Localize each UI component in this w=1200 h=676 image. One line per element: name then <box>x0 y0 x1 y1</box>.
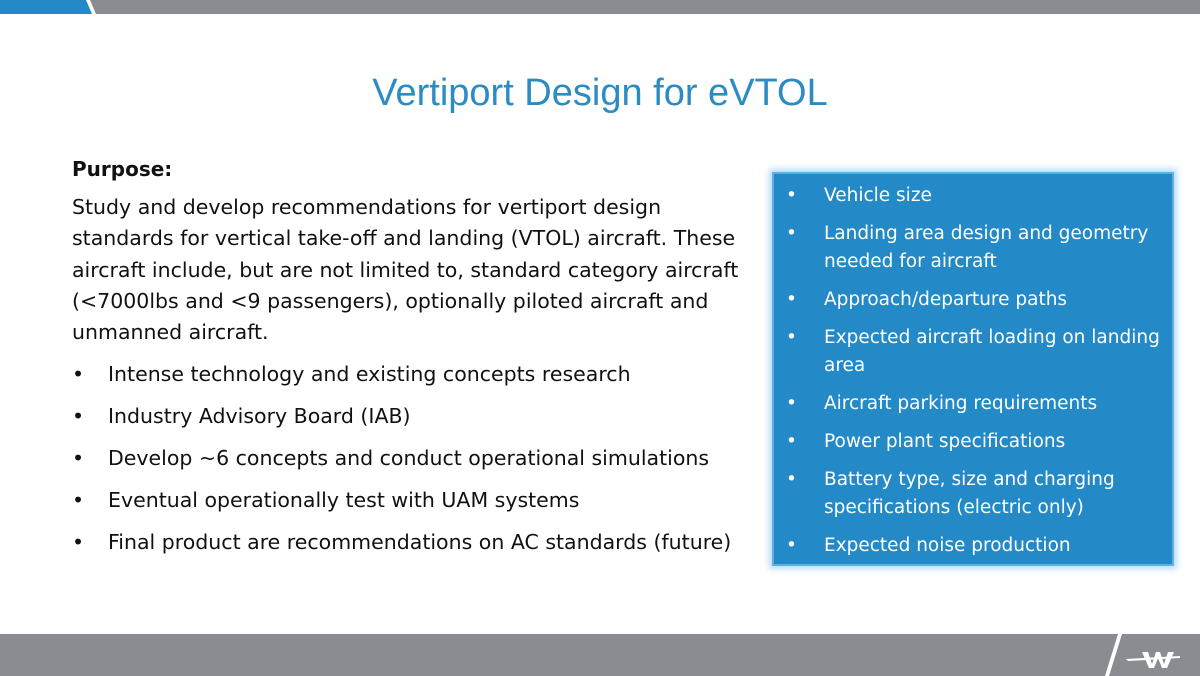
top-accent-bar <box>0 0 1200 14</box>
list-item: • Vehicle size <box>784 182 1162 210</box>
list-item: • Battery type, size and charging specifications (electric only) <box>784 466 1162 522</box>
activity-list <box>72 360 752 556</box>
list-item: • Expected noise production <box>784 532 1162 560</box>
bullet-icon: • <box>786 327 797 348</box>
topics-box <box>772 172 1174 566</box>
list-item: • Final product are recommendations on AC standards (future) <box>72 530 732 555</box>
bullet-icon: • <box>72 404 85 429</box>
list-item: • Aircraft parking requirements <box>784 390 1162 418</box>
purpose-section <box>72 154 752 570</box>
purpose-description: Study and develop recommendations for vertiport design standards for vertical take-off and landing (VTOL) aircraft. These aircraft include, but are not limited to, standard category aircraft (<7000lbs and <9 passengers), optionally piloted aircraft and unmanned aircraft. <box>72 195 739 345</box>
bullet-icon: • <box>786 289 797 310</box>
bullet-icon: • <box>786 535 797 556</box>
list-item: • Intense technology and existing concepts research <box>72 362 631 387</box>
bullet-icon: • <box>72 362 85 387</box>
bullet-icon: • <box>786 223 797 244</box>
list-item: • Approach/departure paths <box>784 286 1162 314</box>
list-item: • Industry Advisory Board (IAB) <box>72 404 411 429</box>
bullet-icon: • <box>72 446 85 471</box>
topics-list <box>774 174 1172 560</box>
bullet-icon: • <box>72 530 85 555</box>
faa-wing-logo-icon <box>1120 640 1192 672</box>
list-item: • Develop ~6 concepts and conduct operational simulations <box>72 446 710 471</box>
bullet-icon: • <box>786 393 797 414</box>
list-item: • Power plant specifications <box>784 428 1162 456</box>
purpose-label: Purpose: <box>72 157 173 181</box>
bottom-footer-bar <box>0 634 1200 676</box>
slide-title: Vertiport Design for eVTOL <box>372 72 828 114</box>
bullet-icon: • <box>786 469 797 490</box>
list-item: • Landing area design and geometry needed for aircraft <box>784 220 1162 276</box>
list-item: • Expected aircraft loading on landing area <box>784 324 1162 380</box>
list-item: • Eventual operationally test with UAM systems <box>72 488 580 513</box>
bullet-icon: • <box>786 431 797 452</box>
bullet-icon: • <box>786 185 797 206</box>
bullet-icon: • <box>72 488 85 513</box>
